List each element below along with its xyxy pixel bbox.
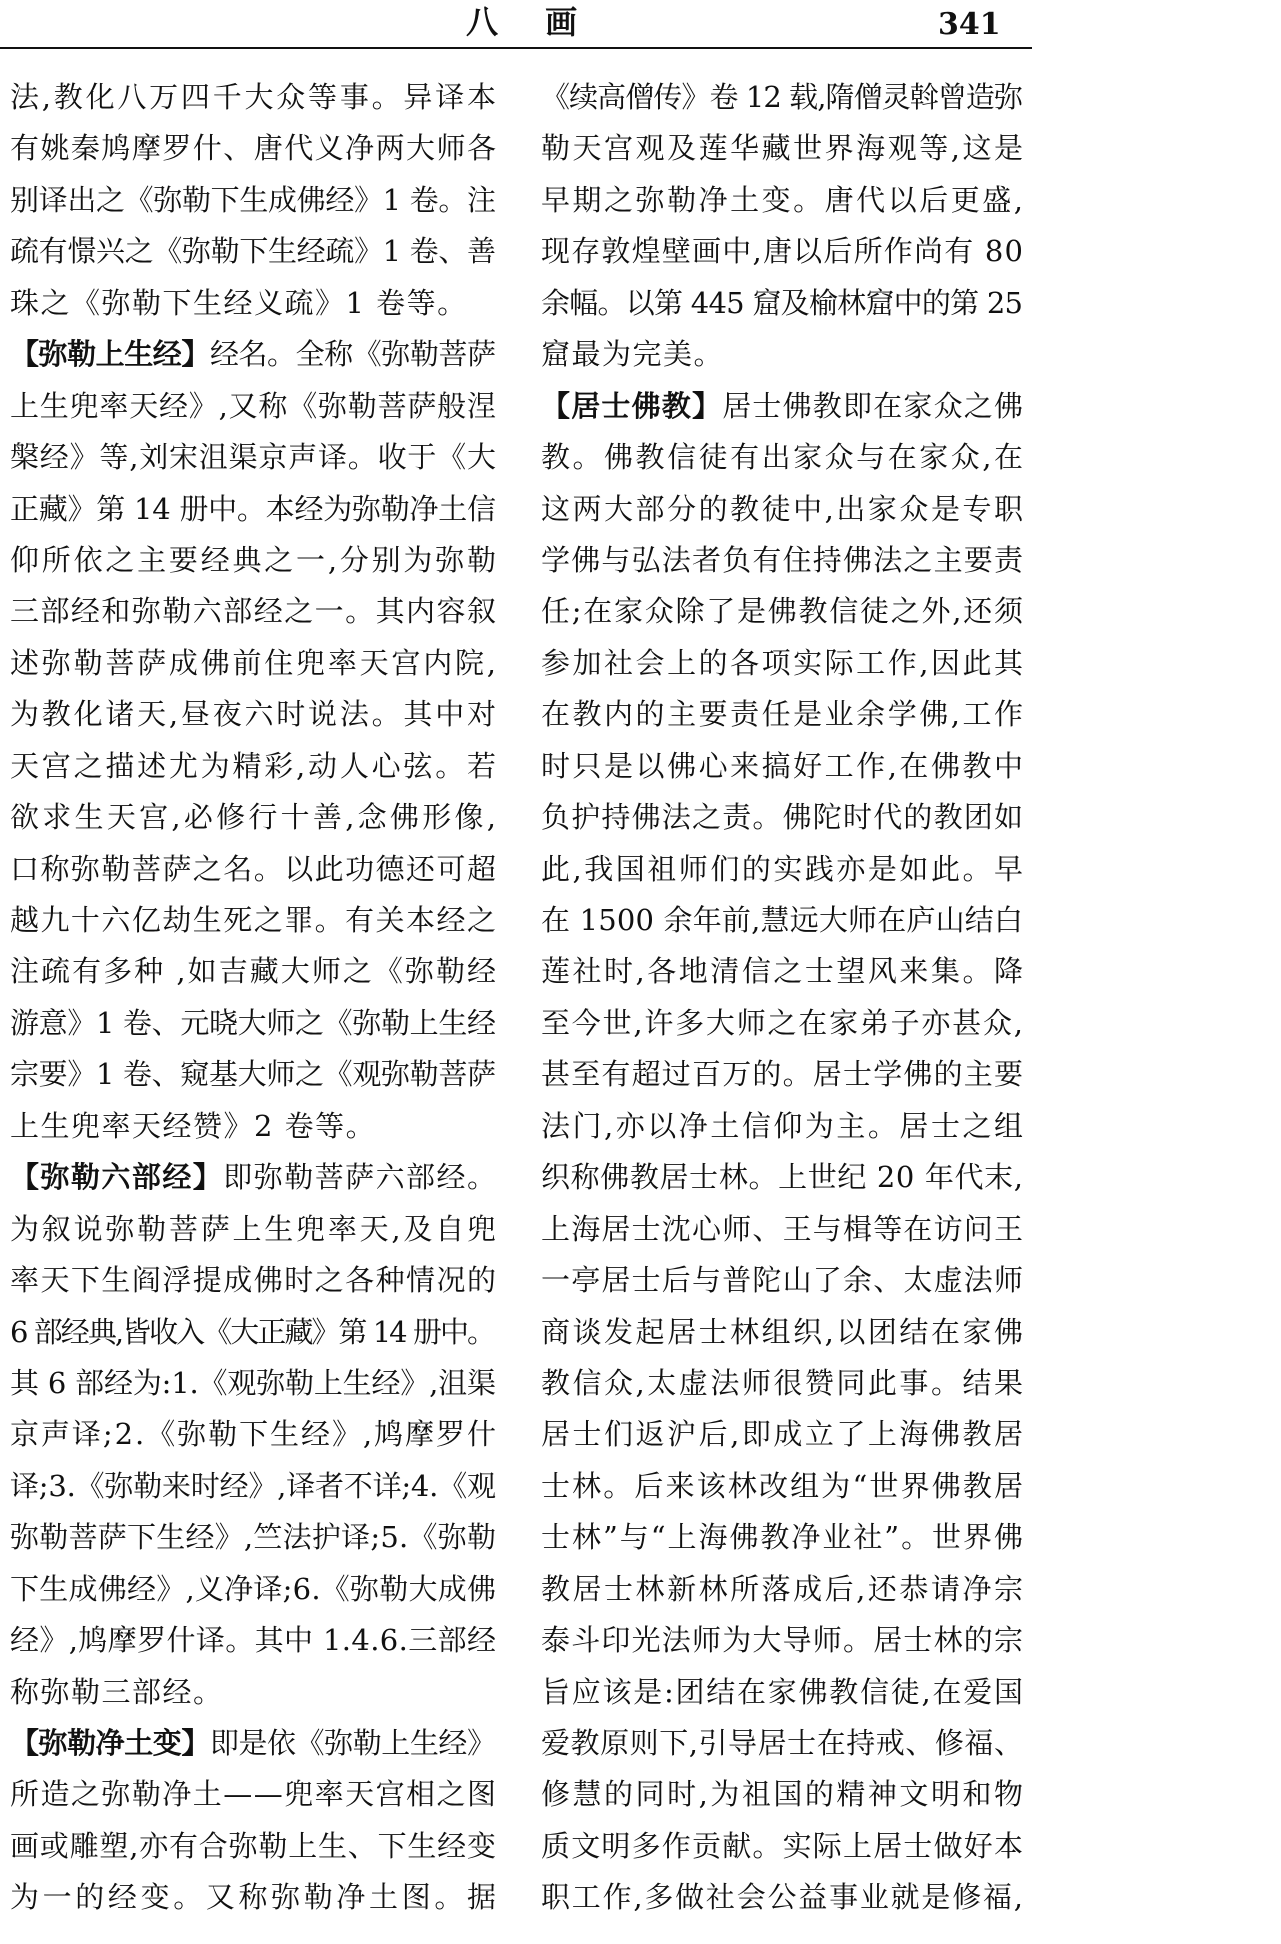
text-line bbox=[10, 1512, 496, 1563]
line-text: 率天下生阎浮提成佛时之各种情况的 bbox=[10, 1263, 498, 1298]
line-text: 其 6 部经为:1.《观弥勒上生经》,沮渠 bbox=[10, 1365, 496, 1400]
line-text: 泰斗印光法师为大导师。居士林的宗 bbox=[541, 1623, 1025, 1658]
line-text: 旨应该是:团结在家佛教信徒,在爱国 bbox=[541, 1674, 1025, 1709]
header-rule bbox=[0, 47, 1032, 49]
text-line bbox=[541, 1718, 1023, 1769]
text-line bbox=[541, 1615, 1023, 1666]
text-line bbox=[541, 1049, 1023, 1100]
line-text: 别译出之《弥勒下生成佛经》1 卷。注 bbox=[10, 182, 496, 217]
line-text: 上生兜率天经赞》2 卷等。 bbox=[10, 1108, 377, 1143]
line-text: 经》,鸠摩罗什译。其中 1.4.6.三部经 bbox=[10, 1623, 497, 1658]
text-line bbox=[10, 175, 496, 226]
text-line bbox=[541, 432, 1026, 483]
headword: 【弥勒净土变】 bbox=[10, 1726, 210, 1760]
line-text: 即是依《弥勒上生经》 bbox=[209, 1726, 496, 1760]
line-text: 仰所依之主要经典之一,分别为弥勒 bbox=[10, 542, 499, 577]
text-line bbox=[541, 484, 1026, 535]
text-line bbox=[541, 1204, 1023, 1255]
line-text: 《续高僧传》卷 12 载,隋僧灵斡曾造弥 bbox=[541, 80, 1023, 114]
text-line bbox=[541, 381, 1023, 432]
text-line bbox=[541, 1512, 1023, 1563]
line-text: 欲求生天宫,必修行十善,念佛形像, bbox=[10, 800, 500, 835]
line-text: 上海居士沈心师、王与楫等在访问王 bbox=[541, 1211, 1025, 1246]
text-line bbox=[541, 946, 1026, 997]
text-line bbox=[10, 123, 496, 174]
text-line bbox=[10, 741, 499, 792]
text-line bbox=[541, 792, 1023, 843]
text-line bbox=[541, 175, 1026, 226]
text-line bbox=[10, 1049, 496, 1100]
line-text: 越九十六亿劫生死之罪。有关本经之 bbox=[10, 903, 498, 937]
text-line bbox=[10, 381, 496, 432]
entry-continuation bbox=[541, 72, 1026, 381]
line-text: 称弥勒三部经。 bbox=[10, 1674, 224, 1709]
line-text: 修慧的同时,为祖国的精神文明和物 bbox=[541, 1777, 1026, 1812]
text-line bbox=[10, 535, 499, 586]
text-line bbox=[10, 1358, 496, 1409]
line-text: 法门,亦以净土信仰为主。居士之组 bbox=[541, 1108, 1026, 1143]
text-line bbox=[541, 638, 1026, 689]
text-line bbox=[541, 329, 1023, 380]
line-text: 弥勒菩萨下生经》,竺法护译;5.《弥勒 bbox=[10, 1520, 497, 1555]
text-line bbox=[10, 1821, 496, 1872]
text-line bbox=[10, 586, 496, 637]
line-text: 为教化诸天,昼夜六时说法。其中对 bbox=[10, 697, 499, 732]
text-line bbox=[10, 689, 499, 740]
line-text: 职工作,多做社会公益事业就是修福, bbox=[541, 1880, 1025, 1915]
line-text: 注疏有多种 ,如吉藏大师之《弥勒经 bbox=[10, 954, 499, 989]
text-line bbox=[10, 1461, 496, 1512]
text-line bbox=[10, 1204, 499, 1255]
line-text: 织称佛教居士林。上世纪 20 年代末, bbox=[541, 1160, 1024, 1195]
right-column bbox=[541, 72, 1026, 1924]
text-line bbox=[10, 895, 496, 946]
line-text: 天宫之描述尤为精彩,动人心弦。若 bbox=[10, 748, 499, 783]
line-text: 在教内的主要责任是业余学佛,工作 bbox=[541, 697, 1026, 732]
text-line bbox=[541, 586, 1023, 637]
text-line bbox=[541, 226, 1023, 277]
text-line bbox=[541, 1307, 1026, 1358]
line-text: 此,我国祖师们的实践亦是如此。早 bbox=[541, 851, 1026, 886]
text-line bbox=[541, 1358, 1026, 1409]
line-text: 这两大部分的教徒中,出家众是专职 bbox=[541, 491, 1026, 526]
text-line bbox=[541, 1564, 1026, 1615]
line-text: 有姚秦鸠摩罗什、唐代义净两大师各 bbox=[10, 131, 498, 166]
text-line bbox=[10, 1307, 496, 1358]
text-line bbox=[541, 1667, 1023, 1718]
line-text: 画或雕塑,亦有合弥勒上生、下生经变 bbox=[10, 1828, 497, 1863]
line-text: 甚至有超过百万的。居士学佛的主要 bbox=[541, 1057, 1025, 1092]
page-number: 341 bbox=[938, 7, 1001, 42]
line-text: 教。佛教信徒有出家众与在家众,在 bbox=[541, 440, 1026, 475]
line-text: 6 部经典,皆收入《大正藏》第 14 册中。 bbox=[10, 1314, 495, 1349]
line-text: 爱教原则下,引导居士在持戒、修福、 bbox=[541, 1726, 1024, 1760]
text-line bbox=[541, 844, 1026, 895]
line-text: 一亭居士后与普陀山了余、太虚法师 bbox=[541, 1263, 1025, 1298]
line-text: 京声译;2.《弥勒下生经》,鸠摩罗什 bbox=[10, 1417, 498, 1452]
text-line bbox=[10, 1101, 496, 1152]
line-text: 余幅。以第 445 窟及榆林窟中的第 25 bbox=[541, 285, 1023, 320]
line-text: 宗要》1 卷、窥基大师之《观弥勒菩萨 bbox=[10, 1057, 496, 1092]
line-text: 口称弥勒菩萨之名。以此功德还可超 bbox=[10, 851, 498, 886]
dictionary-entry bbox=[541, 381, 1026, 1924]
text-line bbox=[541, 123, 1026, 174]
line-text: 教信众,太虚法师很赞同此事。结果 bbox=[541, 1365, 1026, 1400]
line-text: 下生成佛经》,义净译;6.《弥勒大成佛 bbox=[10, 1571, 497, 1606]
text-line bbox=[10, 1409, 496, 1460]
line-text: 游意》1 卷、元晓大师之《弥勒上生经 bbox=[10, 1005, 496, 1040]
line-text: 在 1500 余年前,慧远大师在庐山结白 bbox=[541, 903, 1024, 937]
headword: 【居士佛教】 bbox=[541, 388, 723, 423]
text-line bbox=[10, 1769, 496, 1820]
text-line bbox=[10, 226, 496, 277]
dictionary-entry bbox=[10, 1152, 499, 1718]
line-text: 经名。全称《弥勒菩萨 bbox=[209, 337, 496, 372]
headword: 【弥勒六部经】 bbox=[10, 1160, 224, 1195]
line-text: 任;在家众除了是佛教信徒之外,还须 bbox=[541, 594, 1025, 629]
text-line bbox=[10, 638, 499, 689]
line-text: 珠之《弥勒下生经义疏》1 卷等。 bbox=[10, 285, 468, 320]
text-line bbox=[10, 1872, 500, 1923]
text-line bbox=[10, 1255, 496, 1306]
text-line bbox=[541, 1101, 1026, 1152]
line-text: 时只是以佛心来搞好工作,在佛教中 bbox=[541, 748, 1026, 783]
text-line bbox=[541, 278, 1023, 329]
line-text: 疏有憬兴之《弥勒下生经疏》1 卷、善 bbox=[10, 234, 496, 269]
line-text: 质文明多作贡献。实际上居士做好本 bbox=[541, 1828, 1025, 1863]
line-text: 正藏》第 14 册中。本经为弥勒净土信 bbox=[10, 491, 496, 526]
text-line bbox=[10, 1718, 496, 1769]
running-head: 八 画 bbox=[466, 3, 578, 41]
line-text: 三部经和弥勒六部经之一。其内容叙 bbox=[10, 594, 498, 629]
text-line bbox=[10, 1667, 496, 1718]
text-line bbox=[541, 1769, 1026, 1820]
line-text: 勒天宫观及莲华藏世界海观等,这是 bbox=[541, 131, 1026, 166]
line-text: 商谈发起居士林组织,以团结在家佛 bbox=[541, 1314, 1026, 1349]
line-text: 译;3.《弥勒来时经》,译者不详;4.《观 bbox=[10, 1468, 496, 1503]
text-line bbox=[541, 1409, 1026, 1460]
text-line bbox=[541, 741, 1026, 792]
line-text: 士林。后来该林改组为“世界佛教居 bbox=[541, 1468, 1026, 1503]
text-line bbox=[541, 895, 1023, 946]
text-line bbox=[541, 1152, 1023, 1203]
text-line bbox=[541, 1821, 1023, 1872]
text-line bbox=[10, 946, 499, 997]
text-line bbox=[10, 1152, 496, 1203]
line-text: 即弥勒菩萨六部经。 bbox=[223, 1160, 498, 1195]
line-text: 为叙说弥勒菩萨上生兜率天,及自兜 bbox=[10, 1211, 499, 1246]
headword: 【弥勒上生经】 bbox=[10, 337, 210, 372]
line-text: 槃经》等,刘宋沮渠京声译。收于《大 bbox=[10, 440, 497, 475]
entry-continuation bbox=[10, 72, 499, 329]
line-text: 学佛与弘法者负有住持佛法之主要责 bbox=[541, 542, 1025, 577]
line-text: 现存敦煌壁画中,唐以后所作尚有 80 bbox=[541, 234, 1025, 269]
line-text: 教居士林新林所落成后,还恭请净宗 bbox=[541, 1571, 1026, 1606]
line-text: 窟最为完美。 bbox=[541, 337, 725, 372]
line-text: 莲社时,各地清信之士望风来集。降 bbox=[541, 954, 1026, 989]
line-text: 早期之弥勒净土变。唐代以后更盛, bbox=[541, 182, 1026, 217]
line-text: 上生兜率天经》,又称《弥勒菩萨般涅 bbox=[10, 388, 497, 423]
line-text: 士林”与“上海佛教净业社”。世界佛 bbox=[541, 1520, 1025, 1555]
text-line bbox=[541, 689, 1026, 740]
line-text: 负护持佛法之责。佛陀时代的教团如 bbox=[541, 800, 1025, 835]
text-line bbox=[541, 1255, 1023, 1306]
text-line bbox=[541, 998, 1023, 1049]
line-text: 为一的经变。又称弥勒净土图。据 bbox=[10, 1880, 500, 1915]
text-line bbox=[541, 1461, 1026, 1512]
dictionary-entry bbox=[10, 1718, 500, 1924]
line-text: 居士们返沪后,即成立了上海佛教居 bbox=[541, 1417, 1026, 1452]
text-line bbox=[10, 998, 496, 1049]
text-line bbox=[10, 432, 496, 483]
text-line bbox=[541, 1872, 1023, 1923]
text-line bbox=[10, 278, 496, 329]
text-line bbox=[10, 1615, 496, 1666]
line-text: 居士佛教即在家众之佛 bbox=[722, 388, 1025, 423]
line-text: 所造之弥勒净土——兜率天宫相之图 bbox=[10, 1777, 498, 1812]
text-line bbox=[541, 72, 1023, 123]
text-line bbox=[541, 535, 1023, 586]
text-line bbox=[10, 72, 499, 123]
text-line bbox=[10, 329, 496, 380]
text-line bbox=[10, 844, 496, 895]
line-text: 述弥勒菩萨成佛前住兜率天宫内院, bbox=[10, 645, 499, 680]
left-column bbox=[10, 72, 500, 1924]
text-line bbox=[10, 792, 500, 843]
line-text: 法,教化八万四千大众等事。异译本 bbox=[10, 80, 499, 114]
text-line bbox=[10, 484, 496, 535]
dictionary-entry bbox=[10, 329, 500, 1152]
line-text: 参加社会上的各项实际工作,因此其 bbox=[541, 645, 1026, 680]
line-text: 至今世,许多大师之在家弟子亦甚众, bbox=[541, 1005, 1025, 1040]
text-line bbox=[10, 1564, 496, 1615]
